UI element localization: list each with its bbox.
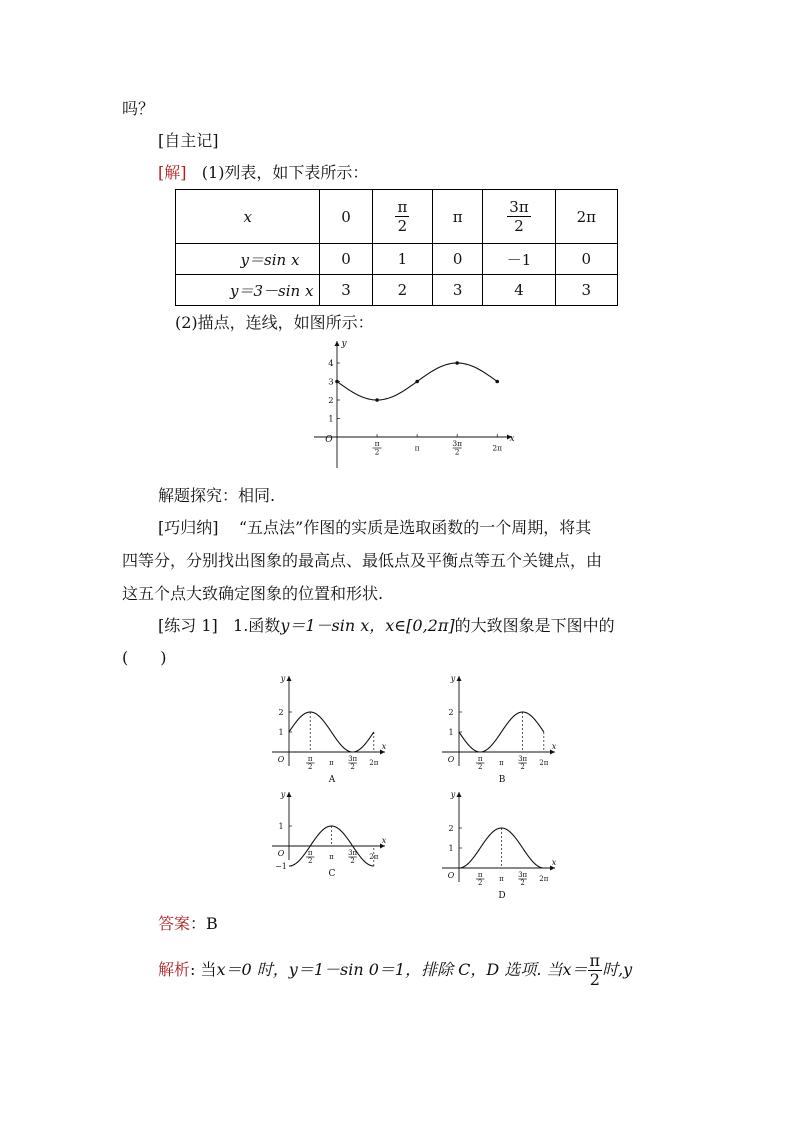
option-curve <box>289 712 374 752</box>
fraction-denominator: 2 <box>514 217 524 235</box>
option-caption: D <box>498 891 506 901</box>
solution-step-2: (2)描点，连线，如图所示： <box>175 313 374 332</box>
fraction <box>507 198 530 235</box>
key-point <box>495 380 499 384</box>
x-tick-label-den: 2 <box>477 879 483 887</box>
fraction-numerator: π <box>397 198 408 216</box>
x-tick-label-num: π <box>307 755 313 763</box>
explore-line <box>158 486 275 506</box>
answer-blank: ( ) <box>122 648 167 667</box>
x-tick-label-den: 2 <box>520 879 525 887</box>
option-graph-d <box>440 788 565 910</box>
x-axis-label: x <box>509 434 515 444</box>
x-axis-label: x <box>551 858 557 867</box>
x-tick-label-num: π <box>307 849 313 857</box>
origin-label: O <box>277 849 285 858</box>
x-tick-label-den: 2 <box>374 447 380 457</box>
value-table <box>175 189 618 306</box>
explanation-line <box>158 952 632 989</box>
x-tick-label: 2π <box>539 759 549 768</box>
x-tick-label-num: π <box>477 871 483 879</box>
option-caption: B <box>498 775 506 785</box>
table-cell: π <box>433 190 483 244</box>
answer-line <box>158 914 218 934</box>
y-tick-label: 1 <box>448 844 454 853</box>
origin-label: O <box>447 871 455 880</box>
table-cell: 0 <box>433 244 483 275</box>
answer-value: ：B <box>190 914 218 933</box>
y-tick-label: 1 <box>448 728 454 737</box>
exercise-line <box>158 616 615 636</box>
x-tick-label: 2π <box>369 759 379 768</box>
y-axis-label: y <box>341 339 347 349</box>
table-row <box>176 244 618 275</box>
x-tick-label-den: 2 <box>520 763 525 771</box>
table-cell: 3 <box>320 275 372 306</box>
x-tick-label-den: 2 <box>477 763 483 771</box>
x-tick-label-den: 2 <box>307 857 313 865</box>
y-tick-label: 2 <box>328 396 334 406</box>
y-axis-label: y <box>450 790 456 799</box>
x-tick-label-num: 3π <box>518 871 528 879</box>
x-axis-label: x <box>551 742 557 751</box>
explanation-text-3: x＝ <box>562 960 588 979</box>
x-tick-label: 2π <box>539 875 549 884</box>
x-tick-label: 2π <box>369 853 379 862</box>
exercise-label: [练习 1] <box>158 616 218 635</box>
y-axis-label: y <box>450 674 456 683</box>
x-tick-label-den: 2 <box>307 763 313 771</box>
x-tick-label-den: 2 <box>350 857 355 865</box>
fraction <box>395 198 409 235</box>
x-tick-label: π <box>414 443 420 453</box>
x-tick-label: 2π <box>492 443 503 453</box>
x-axis-label: x <box>381 742 387 751</box>
x-tick-label-num: π <box>477 755 483 763</box>
explanation-text-1: : 当 <box>190 960 217 979</box>
y-axis-arrow <box>335 341 340 346</box>
summary-line-2: 四等分，分别找出图象的最高点、最低点及平衡点等五个关键点，由 <box>122 551 603 570</box>
table-cell: 1 <box>372 244 432 275</box>
solution-intro <box>158 163 368 183</box>
summary-label: [巧归纳] <box>158 518 219 537</box>
x-tick-label-num: 3π <box>348 755 358 763</box>
x-axis-label: x <box>381 836 387 845</box>
y-tick-label: 1 <box>278 728 284 737</box>
y-axis-arrow <box>287 792 292 797</box>
table-cell: 0 <box>320 190 372 244</box>
explanation-text-4: 时,y <box>602 960 633 979</box>
table-cell: 3 <box>433 275 483 306</box>
explanation-label: 解析 <box>158 960 191 979</box>
x-tick-label: π <box>499 875 504 884</box>
explanation-text-2: x＝0 时，y＝1－sin 0＝1，排除 C，D 选项. 当 <box>216 960 563 979</box>
table-cell: 3 <box>555 275 617 306</box>
x-tick-label-num: 3π <box>348 849 358 857</box>
exercise-formula: y＝1－sin x，x∈[0,2π] <box>280 616 455 635</box>
table-cell: 0 <box>555 244 617 275</box>
explanation-fraction <box>588 952 603 989</box>
y-tick-label: 2 <box>278 708 284 717</box>
option-caption: A <box>328 775 336 785</box>
table-header-row <box>176 190 618 244</box>
table-cell: y＝3－sin x <box>176 275 320 306</box>
key-point <box>455 361 459 365</box>
x-tick-label-den: 2 <box>454 447 460 457</box>
option-graph-a <box>270 672 395 790</box>
table-cell: 2π <box>555 190 617 244</box>
table-cell <box>483 190 555 244</box>
explore-text: ：相同. <box>222 486 276 505</box>
x-tick-label: π <box>499 759 504 768</box>
y-tick-label: 1 <box>278 822 284 831</box>
origin-label: O <box>325 435 333 445</box>
summary-line-1 <box>158 518 591 538</box>
y-tick-label: −1 <box>275 862 287 871</box>
option-graph-c <box>270 788 395 910</box>
option-graph-b <box>440 672 565 790</box>
table-cell: x <box>176 190 320 244</box>
key-point <box>415 380 419 384</box>
explore-label: 解题探究 <box>158 486 223 505</box>
fraction-numerator: π <box>589 951 601 970</box>
origin-label: O <box>277 755 285 764</box>
y-axis-arrow <box>287 676 292 681</box>
x-tick-label-num: π <box>374 439 380 448</box>
fraction-denominator: 2 <box>589 970 600 989</box>
exercise-text-1: 1.函数 <box>233 616 281 635</box>
summary-text: “五点法”作图的实质是选取函数的一个周期，将其 <box>238 518 592 537</box>
answer-label: 答案 <box>158 914 191 933</box>
x-tick-label-num: 3π <box>452 439 463 448</box>
y-axis-arrow <box>457 676 462 681</box>
y-tick-label: 3 <box>328 377 334 388</box>
y-tick-label: 2 <box>448 824 454 833</box>
graph-main <box>312 338 522 470</box>
section-label-self-notes: [自主记] <box>158 131 219 150</box>
x-tick-label: π <box>329 759 334 768</box>
table-cell: 2 <box>372 275 432 306</box>
table-row <box>176 275 618 306</box>
exercise-text-2: 的大致图象是下图中的 <box>454 616 615 635</box>
y-tick-label: 4 <box>328 359 334 369</box>
fraction-numerator: 3π <box>509 198 529 216</box>
option-caption: C <box>328 869 336 879</box>
solution-label: [解] <box>158 163 187 182</box>
solution-step-1: (1)列表，如下表所示： <box>201 163 369 182</box>
x-tick-label: π <box>329 853 334 862</box>
x-tick-label-den: 2 <box>350 763 355 771</box>
table-cell: 4 <box>483 275 555 306</box>
option-curve <box>459 712 544 752</box>
summary-line-3: 这五个点大致确定图象的位置和形状. <box>122 584 384 603</box>
table-cell: y＝sin x <box>176 244 320 275</box>
x-tick-label-num: 3π <box>518 755 528 763</box>
y-axis-label: y <box>280 790 286 799</box>
table-cell: －1 <box>483 244 555 275</box>
y-axis-label: y <box>280 674 286 683</box>
table-cell: 0 <box>320 244 372 275</box>
y-tick-label: 2 <box>448 708 454 717</box>
fraction-denominator: 2 <box>397 217 408 235</box>
key-point <box>335 380 339 384</box>
key-point <box>375 398 379 402</box>
y-tick-label: 1 <box>328 414 334 425</box>
y-axis-arrow <box>457 792 462 797</box>
text-line-continuation: 吗？ <box>122 99 155 118</box>
origin-label: O <box>447 755 455 764</box>
table-cell <box>372 190 432 244</box>
